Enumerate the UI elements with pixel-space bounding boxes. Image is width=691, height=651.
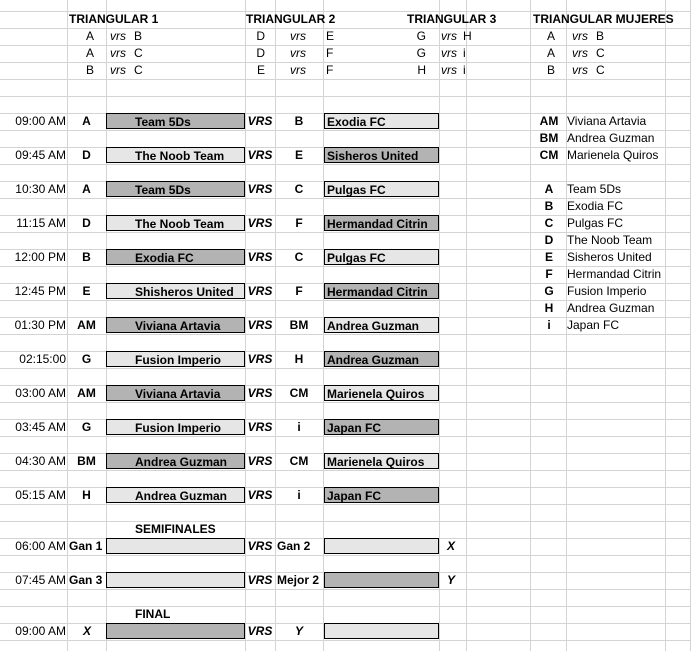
match-7-team-2[interactable]: Andrea Guzman — [324, 351, 439, 367]
match-2-vrs[interactable]: VRS — [247, 182, 273, 196]
match-5-code-2[interactable]: F — [295, 284, 303, 298]
triangular-t1-row-1-vs[interactable]: vrs — [110, 46, 126, 60]
match-11-code-1[interactable]: H — [82, 488, 91, 502]
legend-team-2-name[interactable]: Pulgas FC — [567, 216, 624, 230]
match-6-code-2[interactable]: BM — [289, 318, 309, 332]
triangular-t3-row-0-left[interactable]: G — [416, 29, 426, 43]
match-6-code-1[interactable]: AM — [77, 318, 96, 332]
match-11-team-1[interactable]: Andrea Guzman — [106, 487, 245, 503]
final-left[interactable]: X — [82, 624, 91, 638]
match-11-time[interactable]: 05:15 AM — [15, 488, 66, 502]
match-7-time[interactable]: 02:15:00 — [19, 352, 66, 366]
match-6-time[interactable]: 01:30 PM — [14, 318, 66, 332]
legend-team-7-name[interactable]: Andrea Guzman — [567, 301, 655, 315]
triangular-t2-row-1-right[interactable]: F — [326, 46, 334, 60]
match-5-code-1[interactable]: E — [82, 284, 91, 298]
triangular-t2-row-2-right[interactable]: F — [326, 63, 334, 77]
header-triangular-2[interactable]: TRIANGULAR 2 — [246, 12, 336, 26]
triangular-tm-row-1-vs[interactable]: vrs — [572, 46, 588, 60]
triangular-t1-row-0-left[interactable]: A — [85, 29, 94, 43]
match-8-code-1[interactable]: AM — [77, 386, 96, 400]
match-9-code-2[interactable]: i — [297, 420, 301, 434]
semifinals-title[interactable]: SEMIFINALES — [135, 522, 216, 536]
final-right-box[interactable] — [324, 623, 439, 639]
semifinal-1-mark[interactable]: Y — [447, 573, 456, 587]
legend-women-0-name[interactable]: Viviana Artavia — [567, 114, 647, 128]
match-4-team-2[interactable]: Pulgas FC — [324, 249, 439, 265]
semifinal-0-vrs[interactable]: VRS — [247, 539, 273, 553]
legend-women-1-code[interactable]: BM — [539, 131, 559, 145]
match-9-team-2[interactable]: Japan FC — [324, 419, 439, 435]
match-9-time[interactable]: 03:45 AM — [15, 420, 66, 434]
semifinal-0-right[interactable]: Gan 2 — [277, 539, 311, 553]
triangular-t2-row-0-right[interactable]: E — [326, 29, 335, 43]
final-time[interactable]: 09:00 AM — [15, 624, 66, 638]
legend-team-6-name[interactable]: Fusion Imperio — [567, 284, 647, 298]
triangular-t1-row-0-right[interactable]: B — [134, 29, 143, 43]
match-7-code-1[interactable]: G — [81, 352, 92, 366]
legend-team-8-code[interactable]: i — [547, 318, 551, 332]
legend-women-0-code[interactable]: AM — [539, 114, 559, 128]
match-6-vrs[interactable]: VRS — [247, 318, 273, 332]
match-1-time[interactable]: 09:45 AM — [15, 148, 66, 162]
legend-team-5-name[interactable]: Hermandad Citrin — [567, 267, 662, 281]
match-10-code-2[interactable]: CM — [289, 454, 309, 468]
header-triangular-3[interactable]: TRIANGULAR 3 — [407, 12, 497, 26]
match-6-team-2[interactable]: Andrea Guzman — [324, 317, 439, 333]
semifinal-1-right-box[interactable] — [324, 572, 439, 588]
match-0-code-2[interactable]: B — [294, 114, 304, 128]
match-0-code-1[interactable]: A — [82, 114, 91, 128]
match-4-time[interactable]: 12:00 PM — [14, 250, 66, 264]
legend-team-7-code[interactable]: H — [544, 301, 554, 315]
match-9-vrs[interactable]: VRS — [247, 420, 273, 434]
triangular-t2-row-2-left[interactable]: E — [256, 63, 265, 77]
semifinal-0-left-box[interactable] — [106, 538, 245, 554]
triangular-t2-row-0-left[interactable]: D — [256, 29, 265, 43]
match-3-code-2[interactable]: F — [295, 216, 303, 230]
match-1-code-1[interactable]: D — [82, 148, 91, 162]
match-0-team-2[interactable]: Exodia FC — [324, 113, 439, 129]
legend-women-2-code[interactable]: CM — [539, 148, 559, 162]
final-right[interactable]: Y — [294, 624, 303, 638]
triangular-t2-row-1-left[interactable]: D — [256, 46, 265, 60]
triangular-tm-row-2-vs[interactable]: vrs — [572, 63, 588, 77]
match-8-team-2[interactable]: Marienela Quiros — [324, 385, 439, 401]
semifinal-0-mark[interactable]: X — [447, 539, 456, 553]
match-4-code-1[interactable]: B — [82, 250, 91, 264]
legend-team-1-code[interactable]: B — [544, 199, 554, 213]
match-2-code-1[interactable]: A — [82, 182, 91, 196]
semifinal-1-right[interactable]: Mejor 2 — [277, 573, 320, 587]
semifinal-0-right-box[interactable] — [324, 538, 439, 554]
match-2-time[interactable]: 10:30 AM — [15, 182, 66, 196]
triangular-t1-row-1-right[interactable]: C — [134, 46, 143, 60]
triangular-t2-row-1-vs[interactable]: vrs — [290, 46, 306, 60]
match-8-code-2[interactable]: CM — [289, 386, 309, 400]
triangular-tm-row-0-right[interactable]: B — [596, 29, 605, 43]
triangular-t1-row-2-vs[interactable]: vrs — [110, 63, 126, 77]
final-vrs[interactable]: VRS — [247, 624, 273, 638]
match-1-vrs[interactable]: VRS — [247, 148, 273, 162]
legend-team-1-name[interactable]: Exodia FC — [567, 199, 624, 213]
triangular-tm-row-0-left[interactable]: A — [546, 29, 555, 43]
match-10-code-1[interactable]: BM — [77, 454, 96, 468]
semifinal-1-left-box[interactable] — [106, 572, 245, 588]
triangular-t2-row-0-vs[interactable]: vrs — [290, 29, 306, 43]
triangular-t2-row-2-vs[interactable]: vrs — [290, 63, 306, 77]
legend-team-0-code[interactable]: A — [544, 182, 554, 196]
semifinal-1-time[interactable]: 07:45 AM — [15, 573, 66, 587]
match-4-vrs[interactable]: VRS — [247, 250, 273, 264]
triangular-t1-row-2-right[interactable]: C — [134, 63, 143, 77]
match-4-team-1[interactable]: Exodia FC — [106, 249, 245, 265]
match-0-vrs[interactable]: VRS — [247, 114, 273, 128]
match-8-team-1[interactable]: Viviana Artavia — [106, 385, 245, 401]
legend-women-2-name[interactable]: Marienela Quiros — [567, 148, 659, 162]
header-triangular-mujeres[interactable]: TRIANGULAR MUJERES — [533, 12, 674, 26]
match-2-code-2[interactable]: C — [294, 182, 304, 196]
match-9-team-1[interactable]: Fusion Imperio — [106, 419, 245, 435]
match-10-team-1[interactable]: Andrea Guzman — [106, 453, 245, 469]
legend-team-4-code[interactable]: E — [544, 250, 553, 264]
match-3-team-1[interactable]: The Noob Team — [106, 215, 245, 231]
triangular-tm-row-1-left[interactable]: A — [546, 46, 555, 60]
match-8-vrs[interactable]: VRS — [247, 386, 273, 400]
triangular-t1-row-2-left[interactable]: B — [85, 63, 94, 77]
semifinal-1-left[interactable]: Gan 3 — [69, 573, 103, 587]
header-triangular-1[interactable]: TRIANGULAR 1 — [69, 12, 159, 26]
match-8-time[interactable]: 03:00 AM — [15, 386, 66, 400]
match-3-code-1[interactable]: D — [82, 216, 91, 230]
match-11-team-2[interactable]: Japan FC — [324, 487, 439, 503]
triangular-tm-row-1-right[interactable]: C — [596, 46, 605, 60]
triangular-tm-row-0-vs[interactable]: vrs — [572, 29, 588, 43]
triangular-t3-row-2-right[interactable]: i — [463, 63, 466, 77]
legend-team-3-code[interactable]: D — [544, 233, 554, 247]
triangular-tm-row-2-left[interactable]: B — [546, 63, 555, 77]
legend-women-1-name[interactable]: Andrea Guzman — [567, 131, 655, 145]
triangular-t3-row-2-left[interactable]: H — [417, 63, 426, 77]
match-11-vrs[interactable]: VRS — [247, 488, 273, 502]
match-1-team-2[interactable]: Sisheros United — [324, 147, 439, 163]
match-7-code-2[interactable]: H — [294, 352, 304, 366]
triangular-t3-row-1-vs[interactable]: vrs — [441, 46, 457, 60]
match-3-vrs[interactable]: VRS — [247, 216, 273, 230]
semifinal-1-vrs[interactable]: VRS — [247, 573, 273, 587]
match-1-code-2[interactable]: E — [294, 148, 303, 162]
triangular-t3-row-1-left[interactable]: G — [416, 46, 426, 60]
triangular-t3-row-0-vs[interactable]: vrs — [441, 29, 457, 43]
match-7-vrs[interactable]: VRS — [247, 352, 273, 366]
semifinal-0-time[interactable]: 06:00 AM — [15, 539, 66, 553]
match-4-code-2[interactable]: C — [294, 250, 304, 264]
triangular-t3-row-2-vs[interactable]: vrs — [441, 63, 457, 77]
final-title[interactable]: FINAL — [135, 607, 171, 621]
match-0-time[interactable]: 09:00 AM — [15, 114, 66, 128]
triangular-t3-row-0-right[interactable]: H — [463, 29, 472, 43]
legend-team-8-name[interactable]: Japan FC — [567, 318, 620, 332]
match-10-team-2[interactable]: Marienela Quiros — [324, 453, 439, 469]
match-5-vrs[interactable]: VRS — [247, 284, 273, 298]
legend-team-3-name[interactable]: The Noob Team — [567, 233, 653, 247]
triangular-tm-row-2-right[interactable]: C — [596, 63, 605, 77]
match-7-team-1[interactable]: Fusion Imperio — [106, 351, 245, 367]
legend-team-5-code[interactable]: F — [545, 267, 553, 281]
triangular-t1-row-1-left[interactable]: A — [85, 46, 94, 60]
match-5-team-1[interactable]: Shisheros United — [106, 283, 245, 299]
match-5-team-2[interactable]: Hermandad Citrin — [324, 283, 439, 299]
legend-team-6-code[interactable]: G — [544, 284, 554, 298]
legend-team-4-name[interactable]: Sisheros United — [567, 250, 652, 264]
final-left-box[interactable] — [106, 623, 245, 639]
triangular-t3-row-1-right[interactable]: i — [463, 46, 466, 60]
match-2-team-1[interactable]: Team 5Ds — [106, 181, 245, 197]
triangular-t1-row-0-vs[interactable]: vrs — [110, 29, 126, 43]
match-1-team-1[interactable]: The Noob Team — [106, 147, 245, 163]
match-0-team-1[interactable]: Team 5Ds — [106, 113, 245, 129]
match-3-team-2[interactable]: Hermandad Citrin — [324, 215, 439, 231]
match-2-team-2[interactable]: Pulgas FC — [324, 181, 439, 197]
match-9-code-1[interactable]: G — [81, 420, 92, 434]
match-6-team-1[interactable]: Viviana Artavia — [106, 317, 245, 333]
match-10-time[interactable]: 04:30 AM — [15, 454, 66, 468]
match-11-code-2[interactable]: i — [297, 488, 301, 502]
legend-team-2-code[interactable]: C — [544, 216, 554, 230]
legend-team-0-name[interactable]: Team 5Ds — [567, 182, 622, 196]
match-5-time[interactable]: 12:45 PM — [14, 284, 66, 298]
match-10-vrs[interactable]: VRS — [247, 454, 273, 468]
semifinal-0-left[interactable]: Gan 1 — [69, 539, 103, 553]
match-3-time[interactable]: 11:15 AM — [16, 216, 66, 230]
